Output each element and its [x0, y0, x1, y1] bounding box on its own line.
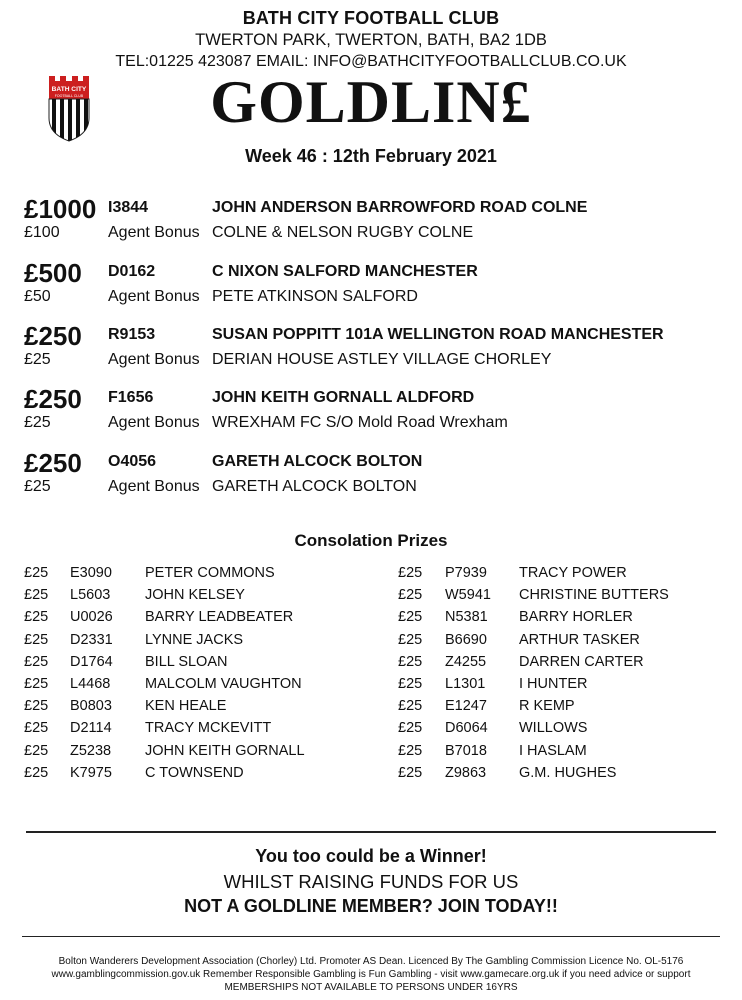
consolation-code: W5941 [445, 587, 491, 604]
bonus-amount: £25 [24, 478, 51, 495]
prize-amount: £500 [24, 258, 82, 288]
consolation-code: L1301 [445, 676, 486, 692]
consolation-code: D6064 [445, 720, 488, 737]
consolation-code: B6690 [445, 631, 487, 648]
footer-divider [22, 936, 720, 937]
consolation-name: C TOWNSEND [145, 764, 244, 781]
prize-winner: JOHN KEITH GORNALL ALDFORD [212, 389, 475, 406]
consolation-amount: £25 [24, 631, 49, 648]
promo-subline: WHILST RAISING FUNDS FOR US [223, 871, 519, 892]
consolation-code: K7975 [70, 764, 112, 781]
prize-amount: £250 [24, 321, 82, 351]
bonus-name: WREXHAM FC S/O Mold Road Wrexham [212, 414, 508, 431]
bonus-amount: £100 [24, 224, 60, 241]
consolation-name: JOHN KEITH GORNALL [145, 742, 305, 759]
club-address: TWERTON PARK, TWERTON, BATH, BA2 1DB [195, 31, 547, 49]
bonus-label: Agent Bonus [108, 351, 200, 368]
consolation-name: PETER COMMONS [145, 565, 275, 581]
consolation-amount: £25 [24, 742, 49, 759]
consolation-name: TRACY MCKEVITT [145, 720, 272, 737]
prize-entry [0, 448, 742, 504]
bonus-label: Agent Bonus [108, 478, 200, 495]
consolation-amount: £25 [24, 587, 49, 604]
consolation-name: I HASLAM [519, 742, 587, 759]
consolation-code: D2331 [70, 631, 113, 648]
prize-code: D0162 [108, 263, 156, 280]
consolation-amount: £25 [398, 720, 423, 737]
consolation-amount: £25 [24, 720, 49, 737]
consolation-name: DARREN CARTER [519, 653, 644, 670]
consolation-code: U0026 [70, 609, 113, 626]
consolation-amount: £25 [24, 698, 49, 715]
bonus-name: COLNE & NELSON RUGBY COLNE [212, 224, 474, 241]
consolation-amount: £25 [398, 698, 423, 715]
promo-call-to-action: NOT A GOLDLINE MEMBER? JOIN TODAY!! [184, 896, 558, 916]
bonus-amount: £25 [24, 351, 51, 368]
consolation-name: CHRISTINE BUTTERS [519, 587, 669, 604]
consolation-name: BILL SLOAN [145, 653, 228, 670]
consolation-code: L5603 [70, 587, 111, 604]
consolation-amount: £25 [398, 764, 423, 781]
footer-licence: Bolton Wanderers Development Association (Chorley) Ltd. Promoter AS Dean. Licenced By The Gambling Commission Licence No. OL-5176 [58, 956, 684, 967]
consolation-code: Z5238 [70, 742, 112, 759]
bonus-name: GARETH ALCOCK BOLTON [212, 478, 417, 495]
consolation-name: JOHN KELSEY [145, 587, 245, 604]
consolation-code: D2114 [70, 720, 112, 737]
consolation-code: D1764 [70, 653, 113, 670]
consolation-amount: £25 [24, 676, 49, 692]
footer-age-restriction: MEMBERSHIPS NOT AVAILABLE TO PERSONS UNDER 16YRS [224, 982, 518, 993]
prize-amount: £250 [24, 384, 82, 414]
bonus-name: PETE ATKINSON SALFORD [212, 288, 418, 305]
bonus-label: Agent Bonus [108, 224, 200, 241]
consolation-code: B7018 [445, 742, 487, 759]
club-contact: TEL:01225 423087 EMAIL: INFO@BATHCITYFOOTBALLCLUB.CO.UK [115, 53, 627, 70]
consolation-name: I HUNTER [519, 676, 588, 692]
prize-winner: C NIXON SALFORD MANCHESTER [212, 263, 478, 280]
crest-text: BATH CITY [51, 86, 87, 93]
consolation-amount: £25 [24, 653, 49, 670]
consolation-code: E1247 [445, 698, 487, 715]
consolation-name: ARTHUR TASKER [519, 631, 640, 648]
prize-entry [0, 258, 742, 314]
bonus-label: Agent Bonus [108, 414, 200, 431]
consolation-name: R KEMP [519, 698, 575, 715]
consolation-amount: £25 [24, 565, 49, 581]
consolation-amount: £25 [398, 565, 423, 581]
promo-headline: You too could be a Winner! [255, 846, 487, 866]
consolation-amount: £25 [398, 587, 423, 604]
prize-amount: £1000 [24, 194, 97, 224]
consolation-code: N5381 [445, 609, 488, 626]
consolation-code: B0803 [70, 698, 112, 715]
consolation-name: TRACY POWER [519, 565, 627, 581]
bonus-name: DERIAN HOUSE ASTLEY VILLAGE CHORLEY [212, 351, 552, 368]
consolation-title: Consolation Prizes [294, 531, 448, 550]
prize-code: O4056 [108, 453, 157, 470]
prize-winner: GARETH ALCOCK BOLTON [212, 453, 423, 470]
consolation-name: BARRY HORLER [519, 609, 633, 626]
consolation-code: L4468 [70, 676, 111, 692]
prize-code: R9153 [108, 326, 156, 343]
consolation-name: LYNNE JACKS [145, 631, 244, 648]
bonus-amount: £50 [24, 288, 51, 305]
prize-winner: SUSAN POPPITT 101A WELLINGTON ROAD MANCHESTER [212, 326, 664, 343]
bonus-label: Agent Bonus [108, 288, 200, 305]
consolation-code: E3090 [70, 565, 112, 581]
consolation-amount: £25 [398, 609, 423, 626]
prize-winner: JOHN ANDERSON BARROWFORD ROAD COLNE [212, 199, 588, 216]
consolation-amount: £25 [24, 764, 49, 781]
goldline-title: GOLDLIN£ [210, 69, 532, 135]
consolation-name: KEN HEALE [145, 698, 227, 715]
divider [26, 831, 716, 833]
consolation-amount: £25 [398, 653, 423, 670]
prize-entry [0, 321, 742, 377]
prize-code: F1656 [108, 389, 154, 406]
footer-responsible-gambling: www.gamblingcommission.gov.uk Remember Responsible Gambling is Fun Gambling - visit www.gamecare.org.uk if you need advice or support [51, 969, 691, 980]
prize-code: I3844 [108, 199, 149, 216]
prize-amount: £250 [24, 448, 82, 478]
club-name: BATH CITY FOOTBALL CLUB [242, 8, 500, 28]
consolation-amount: £25 [24, 609, 49, 626]
consolation-name: G.M. HUGHES [519, 764, 617, 781]
consolation-name: MALCOLM VAUGHTON [145, 676, 302, 692]
consolation-code: Z4255 [445, 653, 487, 670]
consolation-name: WILLOWS [519, 720, 588, 737]
consolation-amount: £25 [398, 676, 423, 692]
consolation-code: Z9863 [445, 764, 487, 781]
consolation-amount: £25 [398, 631, 423, 648]
bonus-amount: £25 [24, 414, 51, 431]
crest-subtext: FOOTBALL CLUB [54, 94, 84, 98]
week-date: Week 46 : 12th February 2021 [245, 146, 497, 166]
consolation-name: BARRY LEADBEATER [145, 609, 294, 626]
consolation-amount: £25 [398, 742, 423, 759]
consolation-code: P7939 [445, 565, 487, 581]
prize-entry [0, 384, 742, 440]
prize-entry [0, 194, 742, 250]
